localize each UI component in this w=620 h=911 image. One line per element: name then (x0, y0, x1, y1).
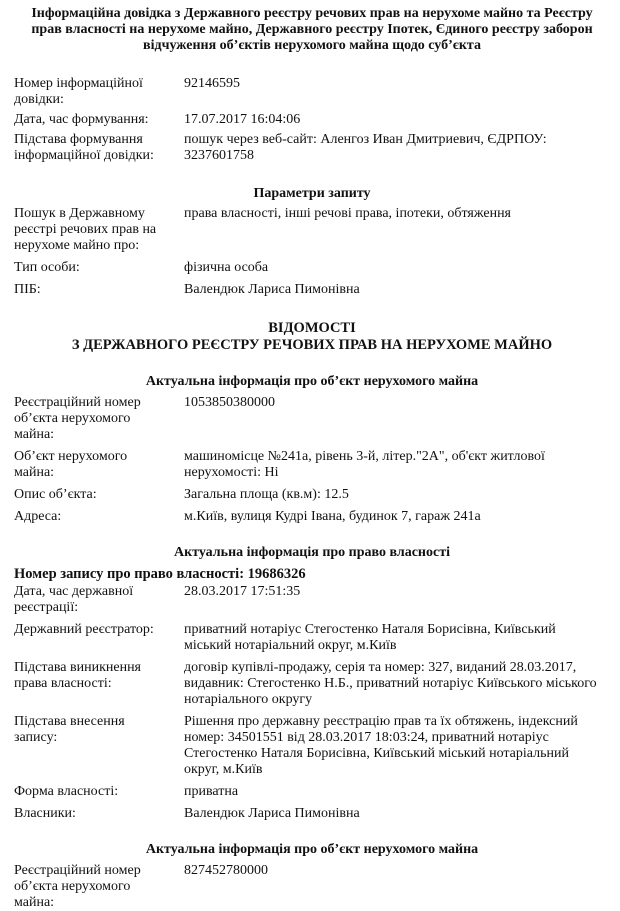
value-line: договір купівлі-продажу, серія та номер: 327, виданий 28.03.2017, (184, 660, 577, 675)
field-label (14, 714, 184, 778)
label-line: Форма власності: (14, 784, 119, 799)
field-label (14, 206, 184, 254)
field-label (14, 282, 184, 298)
field-label (14, 863, 184, 911)
document-title (14, 6, 610, 54)
object-section-title: Актуальна інформація про об’єкт нерухомого майна (145, 374, 479, 389)
document-title-line: відчуження об’єктів нерухомого майна щодо суб’єкта (143, 38, 481, 53)
registry-title (14, 320, 610, 354)
field-label (14, 260, 184, 276)
value-line: номер: 34501551 від 28.03.2017 18:03:24, приватний нотаріус (184, 730, 549, 745)
label-line: реєстрації: (14, 600, 79, 615)
ownership-row-basis (14, 660, 610, 708)
field-value (184, 863, 610, 911)
info-row-date (14, 112, 610, 128)
object2-row-reg-number (14, 863, 610, 911)
value-line: 92146595 (184, 76, 240, 91)
value-line: 28.03.2017 17:51:35 (184, 584, 301, 599)
label-line: довідки: (14, 92, 64, 107)
label-line: Дата, час формування: (14, 112, 149, 127)
query-section (14, 206, 610, 298)
value-line: приватна (184, 784, 239, 799)
label-line: ПІБ: (14, 282, 41, 297)
value-line: права власності, інші речові права, іпотеки, обтяження (184, 206, 511, 221)
label-line: Опис об’єкта: (14, 487, 97, 502)
info-row-number (14, 76, 610, 108)
field-value (184, 784, 610, 800)
label-line: Номер інформаційної (14, 76, 143, 91)
field-value (184, 282, 610, 298)
field-value (184, 584, 610, 616)
field-label (14, 584, 184, 616)
label-line: нерухоме майно про: (14, 238, 140, 253)
object2-section-title: Актуальна інформація про об’єкт нерухомого майна (145, 842, 479, 857)
object2-section (14, 863, 610, 911)
label-line: Власники: (14, 806, 76, 821)
value-line: фізична особа (184, 260, 269, 275)
query-row-search (14, 206, 610, 254)
value-line: 827452780000 (184, 863, 268, 878)
label-line: об’єкта нерухомого (14, 411, 131, 426)
document-title-line: Інформаційна довідка з Державного реєстру речових прав на нерухоме майно та Реєстру (31, 6, 593, 21)
field-value (184, 132, 610, 164)
label-line: Державний реєстратор: (14, 622, 154, 637)
field-value (184, 76, 610, 108)
label-line: інформаційної довідки: (14, 148, 154, 163)
query-section-title: Параметри запиту (253, 186, 371, 201)
ownership-record-number: Номер запису про право власності: 19686326 (14, 566, 306, 582)
value-line: нотаріального округу (184, 692, 313, 707)
registry-title-line: З ДЕРЖАВНОГО РЕЄСТРУ РЕЧОВИХ ПРАВ НА НЕРУХОМЕ МАЙНО (71, 337, 553, 353)
value-line: Рішення про державну реєстрацію прав та їх обтяжень, індексний (184, 714, 578, 729)
field-value (184, 112, 610, 128)
query-row-name (14, 282, 610, 298)
value-line: приватний нотаріус Стегостенко Наталя Борисівна, Київський (184, 622, 556, 637)
field-label (14, 784, 184, 800)
field-value (184, 487, 610, 503)
info-section (14, 76, 610, 164)
value-line: нерухомості: Ні (184, 465, 279, 480)
info-row-basis (14, 132, 610, 164)
label-line: реєстрі речових прав на (14, 222, 157, 237)
document-title-line: прав власності на нерухоме майно, Державного реєстру Іпотек, Єдиного реєстру заборон (31, 22, 593, 37)
field-value (184, 449, 610, 481)
field-label (14, 449, 184, 481)
field-label (14, 76, 184, 108)
label-line: Реєстраційний номер (14, 395, 141, 410)
value-line: Валендюк Лариса Пимонівна (184, 806, 360, 821)
object-row-object (14, 449, 610, 481)
label-line: Адреса: (14, 509, 62, 524)
value-line: машиномісце №241а, рівень 3-й, літер."2А", об'єкт житлової (184, 449, 545, 464)
field-label (14, 487, 184, 503)
label-line: майна: (14, 465, 55, 480)
field-value (184, 395, 610, 443)
label-line: Підстава внесення (14, 714, 125, 729)
label-line: Реєстраційний номер (14, 863, 141, 878)
object-row-reg-number (14, 395, 610, 443)
field-label (14, 112, 184, 128)
field-value (184, 260, 610, 276)
label-line: запису: (14, 730, 58, 745)
ownership-section-title: Актуальна інформація про право власності (174, 545, 450, 560)
value-line: 17.07.2017 16:04:06 (184, 112, 301, 127)
label-line: Тип особи: (14, 260, 80, 275)
field-value (184, 660, 610, 708)
object-section (14, 395, 610, 525)
ownership-row-owners (14, 806, 610, 822)
field-label (14, 509, 184, 525)
object-row-description (14, 487, 610, 503)
registry-title-line: ВІДОМОСТІ (268, 320, 356, 336)
query-row-person-type (14, 260, 610, 276)
field-label (14, 395, 184, 443)
value-line: видавник: Стегостенко Н.Б., приватний нотаріус Київського міського (184, 676, 597, 691)
field-value (184, 509, 610, 525)
label-line: Об’єкт нерухомого (14, 449, 128, 464)
value-line: Валендюк Лариса Пимонівна (184, 282, 360, 297)
value-line: 1053850380000 (184, 395, 275, 410)
field-label (14, 622, 184, 654)
label-line: об’єкта нерухомого (14, 879, 131, 894)
value-line: Загальна площа (кв.м): 12.5 (184, 487, 349, 502)
label-line: Підстава формування (14, 132, 143, 147)
field-value (184, 714, 610, 778)
ownership-row-form (14, 784, 610, 800)
label-line: майна: (14, 895, 55, 910)
field-value (184, 206, 610, 254)
object-row-address (14, 509, 610, 525)
label-line: права власності: (14, 676, 112, 691)
ownership-section (14, 584, 610, 822)
value-line: 3237601758 (184, 148, 254, 163)
field-label (14, 132, 184, 164)
ownership-row-date (14, 584, 610, 616)
field-value (184, 806, 610, 822)
ownership-row-registrar (14, 622, 610, 654)
label-line: майна: (14, 427, 55, 442)
value-line: округ, м.Київ (184, 762, 263, 777)
field-value (184, 622, 610, 654)
value-line: міський нотаріальний округ, м.Київ (184, 638, 397, 653)
value-line: м.Київ, вулиця Кудрі Івана, будинок 7, гараж 241а (184, 509, 481, 524)
label-line: Підстава виникнення (14, 660, 141, 675)
field-label (14, 660, 184, 708)
label-line: Пошук в Державному (14, 206, 145, 221)
label-line: Дата, час державної (14, 584, 134, 599)
value-line: пошук через веб-сайт: Аленгоз Иван Дмитриевич, ЄДРПОУ: (184, 132, 547, 147)
ownership-row-entry-basis (14, 714, 610, 778)
value-line: Стегостенко Наталя Борисівна, Київський міський нотаріальний (184, 746, 569, 761)
field-label (14, 806, 184, 822)
